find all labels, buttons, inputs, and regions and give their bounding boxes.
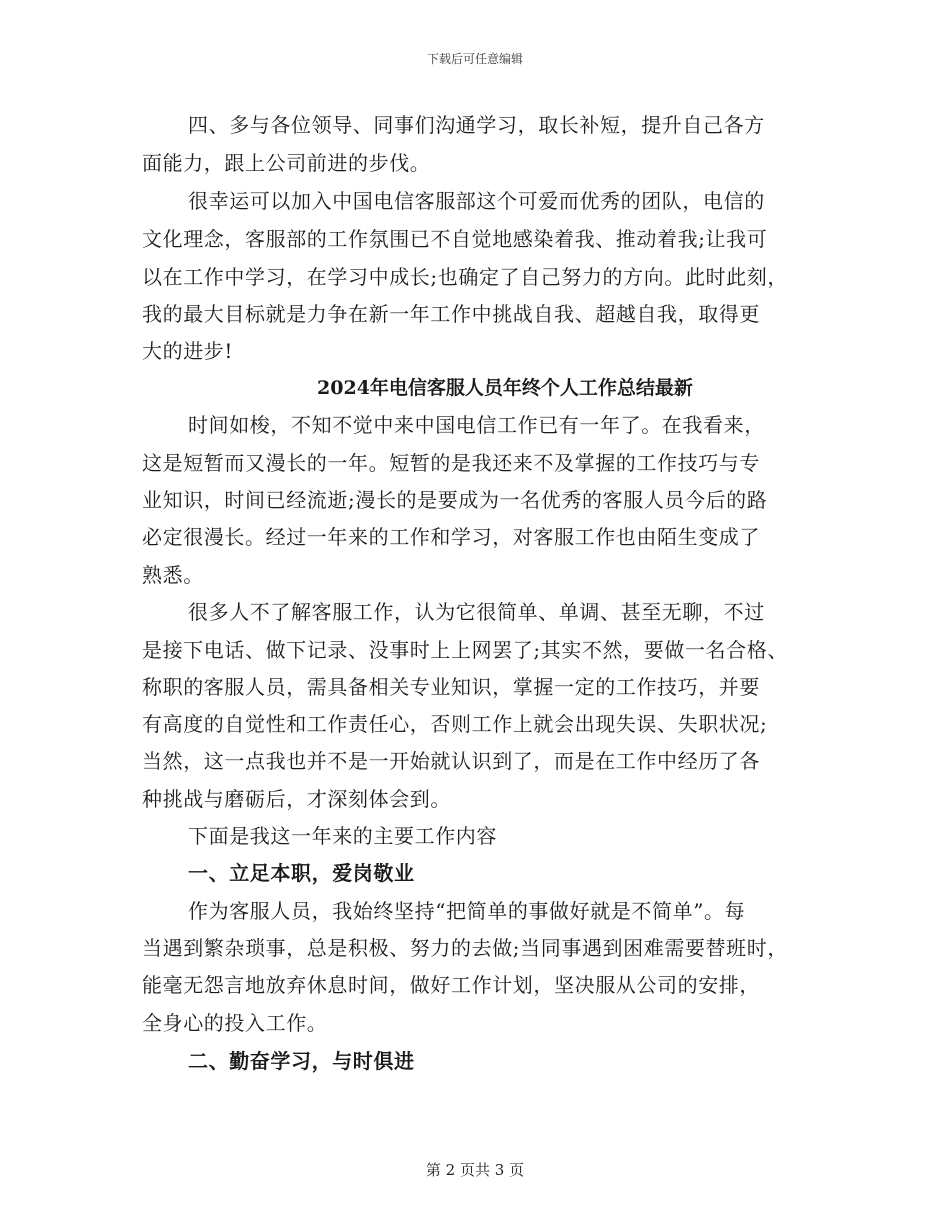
- subheading: 二、勤奋学习，与时俱进: [188, 1049, 415, 1073]
- text-line: 大的进步!: [142, 339, 234, 363]
- text-line: 时间如梭，不知不觉中来中国电信工作已有一年了。在我看来，: [188, 413, 765, 437]
- text-line: 称职的客服人员，需具备相关专业知识，掌握一定的工作技巧，并要: [142, 675, 760, 699]
- text-line: 种挑战与磨砺后，才深刻体会到。: [142, 787, 451, 811]
- text-line: 业知识，时间已经流逝;漫长的是要成为一名优秀的客服人员今后的路: [142, 488, 768, 512]
- section-title: 2024年电信客服人员年终个人工作总结最新: [317, 377, 693, 399]
- text-line: 以在工作中学习，在学习中成长;也确定了自己努力的方向。此时此刻，: [142, 265, 788, 289]
- text-line: 这是短暂而又漫长的一年。短暂的是我还来不及掌握的工作技巧与专: [142, 451, 760, 475]
- text-line: 很幸运可以加入中国电信客服部这个可爱而优秀的团队，电信的: [188, 189, 765, 213]
- text-line: 是接下电话、做下记录、没事时上上网罢了;其实不然，要做一名合格、: [142, 638, 788, 662]
- text-line: 我的最大目标就是力争在新一年工作中挑战自我、超越自我，取得更: [142, 302, 760, 326]
- text-line: 四、多与各位领导、同事们沟通学习，取长补短，提升自己各方: [188, 113, 765, 137]
- text-line: 作为客服人员，我始终坚持“把简单的事做好就是不简单”。每: [188, 899, 746, 923]
- text-line: 下面是我这一年来的主要工作内容: [188, 824, 497, 848]
- page-header: 下载后可任意编辑: [426, 52, 523, 66]
- page-footer: 第 2 页共 3 页: [425, 1161, 525, 1179]
- text-line: 面能力，跟上公司前进的步伐。: [142, 151, 431, 175]
- text-line: 很多人不了解客服工作，认为它很简单、单调、甚至无聊，不过: [188, 600, 765, 624]
- text-line: 必定很漫长。经过一年来的工作和学习，对客服工作也由陌生变成了: [142, 525, 760, 549]
- text-line: 文化理念，客服部的工作氛围已不自觉地感染着我、推动着我;让我可: [142, 227, 768, 251]
- text-line: 当遇到繁杂琐事，总是积极、努力的去做;当同事遇到困难需要替班时，: [142, 936, 788, 960]
- text-line: 熟悉。: [142, 563, 204, 587]
- text-line: 能毫无怨言地放弃休息时间，做好工作计划，坚决服从公司的安排，: [142, 973, 760, 997]
- subheading: 一、立足本职，爱岗敬业: [188, 861, 415, 885]
- text-line: 全身心的投入工作。: [142, 1011, 328, 1035]
- text-line: 当然，这一点我也并不是一开始就认识到了，而是在工作中经历了各: [142, 749, 760, 773]
- text-line: 有高度的自觉性和工作责任心，否则工作上就会出现失误、失职状况;: [142, 712, 768, 736]
